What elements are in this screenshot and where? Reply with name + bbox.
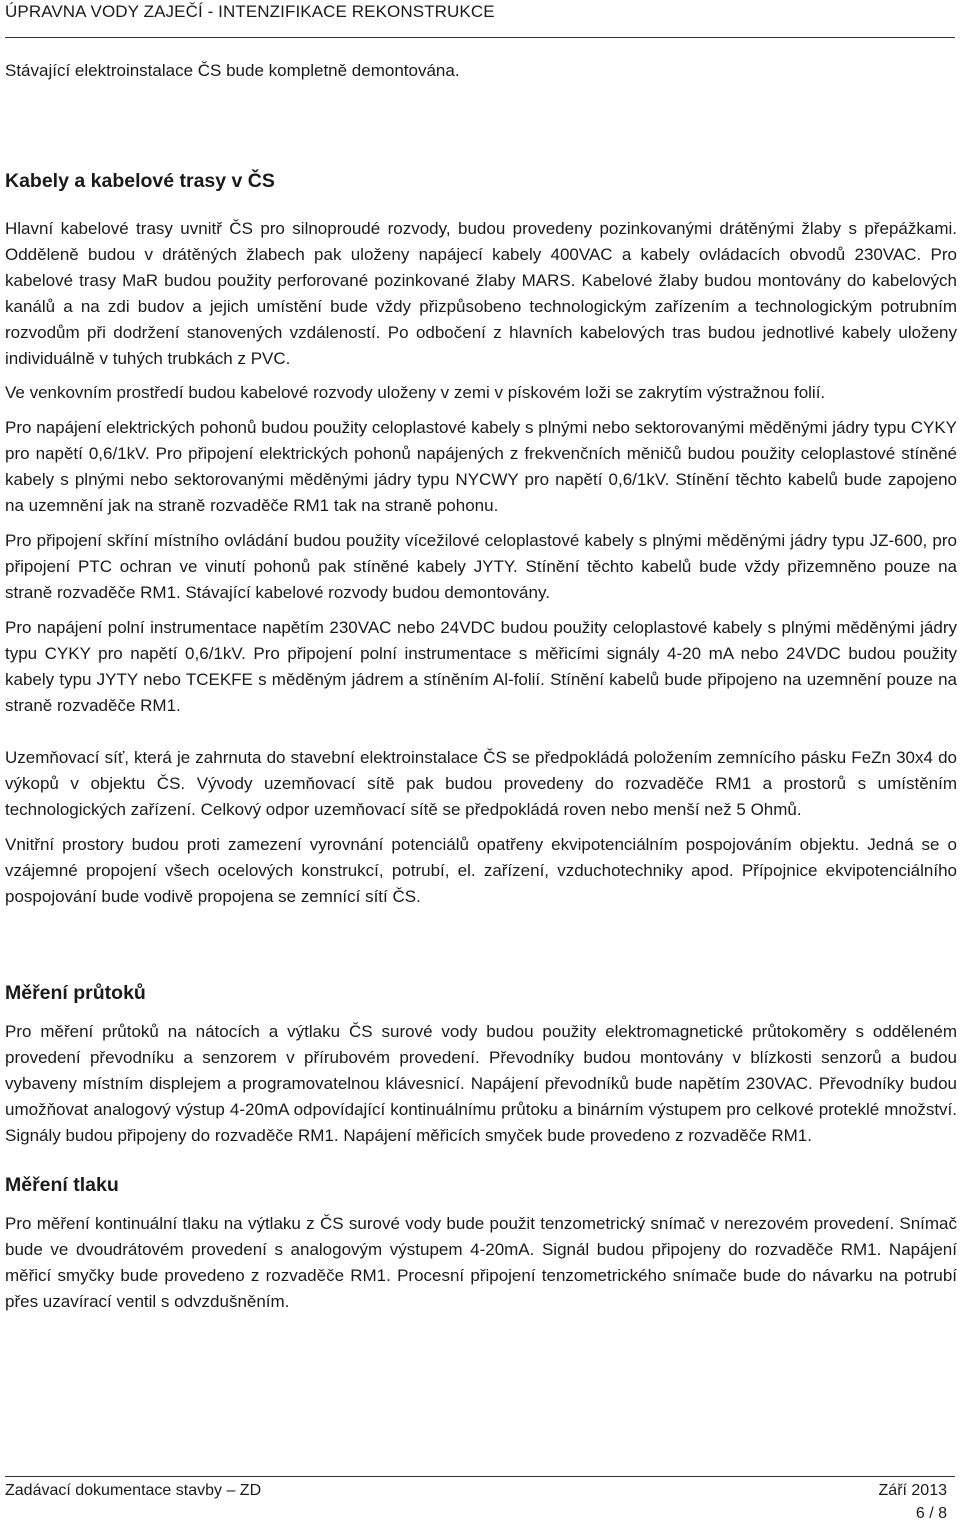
grounding-paragraph-2: Vnitřní prostory budou proti zamezení vyrovnání potenciálů opatřeny ekvipotenciálním pospojováním objektu. Jedná se o vzájemné propojení všech ocelových konstrukcí, potrubí, el. zařízení, vzduchotechniky apod. Přípojnice ekvipotenciálního pospojování bude vodivě propojena se zemnící sítí ČS.: [5, 835, 957, 906]
heading-pressure-measurement: Měření tlaku: [5, 1174, 119, 1196]
heading-flow-measurement: Měření průtoků: [5, 982, 146, 1004]
cables-paragraph-2: Ve venkovním prostředí budou kabelové rozvody uloženy v zemi v pískovém loži se zakrytím výstražnou folií.: [5, 383, 826, 402]
heading-cables: Kabely a kabelové trasy v ČS: [5, 170, 275, 192]
cables-paragraph-4: Pro připojení skříní místního ovládání budou použity vícežilové celoplastové kabely s plnými měděnými jádry typu JZ-600, pro připojení PTC ochran ve vinutí pohonů pak stíněné kabely JYTY. Stínění těchto kabelů bude vždy přizemněno pouze na straně rozvaděče RM1. Stávající kabelové rozvody budou demontovány.: [5, 531, 957, 602]
flow-paragraph: Pro měření průtoků na nátocích a výtlaku ČS surové vody budou použity elektromagnetické průtokoměry s odděleném provedení převodníku a senzorem v přírubovém provedení. Převodníky budou montovány v blízkosti senzorů a budou vybaveny místním displejem a programovatelnou klávesnicí. Napájení převodníků bude napětím 230VAC. Převodníky budou umožňovat analogový výstup 4-20mA odpovídající kontinuálnímu průtoku a binárním výstupem pro celkové proteklé množství. Signály budou připojeny do rozvaděče RM1. Napájení měřicích smyček bude provedeno z rozvaděče RM1.: [5, 1022, 957, 1145]
grounding-paragraph-1: Uzemňovací síť, která je zahrnuta do stavební elektroinstalace ČS se předpokládá položením zemnícího pásku FeZn 30x4 do výkopů v objektu ČS. Vývody uzemňovací sítě pak budou provedeny do rozvaděče RM1 a prostorů s umístěním technologických zařízení. Celkový odpor uzemňovací sítě se předpokládá roven nebo menší než 5 Ohmů.: [5, 748, 957, 819]
page-footer: [5, 1476, 955, 1525]
footer-document-type: Zadávací dokumentace stavby – ZD: [5, 1482, 262, 1499]
document-title: ÚPRAVNA VODY ZAJEČÍ - INTENZIFIKACE REKONSTRUKCE: [5, 2, 495, 21]
document-body: [5, 58, 957, 1315]
page-number: 6 / 8: [915, 1505, 947, 1522]
page-header: [5, 0, 955, 38]
cables-paragraph-1: Hlavní kabelové trasy uvnitř ČS pro silnoproudé rozvody, budou provedeny pozinkovanými drátěnými žlaby s přepážkami. Odděleně budou v drátěných žlabech pak uloženy napájecí kabely 400VAC a kabely ovládacích obvodů 230VAC. Pro kabelové trasy MaR budou použity perforované pozinkované žlaby MARS. Kabelové žlaby budou montovány do kabelových kanálů a na zdi budov a jejich umístění bude vždy přizpůsobeno technologickým zařízením a technologickým potrubním rozvodům při dodržení stanovených vzdáleností. Po odbočení z hlavních kabelových tras budou jednotlivé kabely uloženy individuálně v tuhých trubkách z PVC.: [5, 219, 957, 368]
cables-paragraph-3: Pro napájení elektrických pohonů budou použity celoplastové kabely s plnými nebo sektorovanými měděnými jádry typu CYKY pro napětí 0,6/1kV. Pro připojení elektrických pohonů napájených z frekvenčních měničů budou použity celoplastové stíněné kabely s plnými nebo sektorovanými měděnými jádry typu NYCWY pro napětí 0,6/1kV. Stínění těchto kabelů bude zapojeno na uzemnění jak na straně rozvaděče RM1 tak na straně pohonu.: [5, 418, 957, 515]
intro-paragraph: Stávající elektroinstalace ČS bude kompletně demontována.: [5, 61, 460, 80]
footer-date: Září 2013: [878, 1482, 947, 1499]
pressure-paragraph: Pro měření kontinuální tlaku na výtlaku z ČS surové vody bude použit tenzometrický snímač v nerezovém provedení. Snímač bude ve dvoudrátovém provedení s analogovým výstupem 4-20mA. Signál budou připojeny do rozvaděče RM1. Napájení měřicí smyčky bude provedeno z rozvaděče RM1. Procesní připojení tenzometrického snímače bude do návarku na potrubí přes uzavírací ventil s odvzdušněním.: [5, 1214, 957, 1311]
cables-paragraph-5: Pro napájení polní instrumentace napětím 230VAC nebo 24VDC budou použity celoplastové kabely s plnými měděnými jádry typu CYKY pro napětí 0,6/1kV. Pro připojení polní instrumentace s měřicími signály 4-20 mA nebo 24VDC budou použity kabely typu JYTY nebo TCEKFE s měděným jádrem a stíněním Al-folií. Stínění kabelů bude připojeno na uzemnění pouze na straně rozvaděče RM1.: [5, 618, 957, 715]
